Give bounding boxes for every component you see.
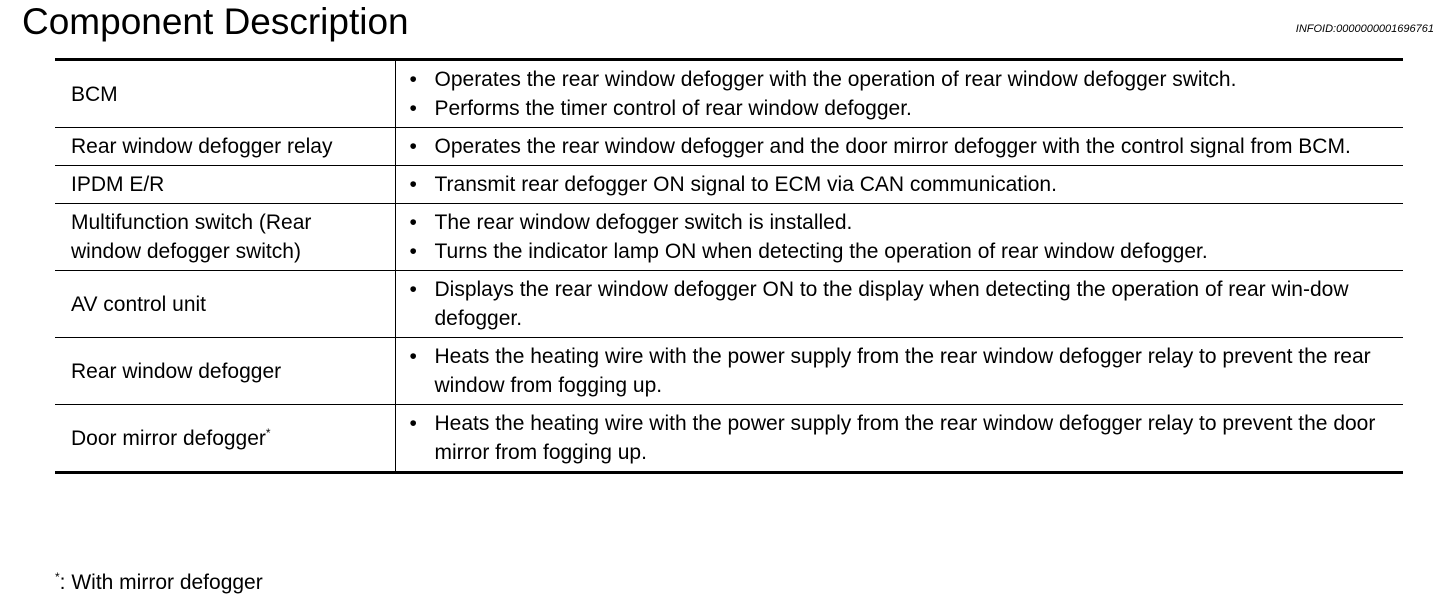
table-row <box>55 60 1403 128</box>
description-list <box>408 132 1394 161</box>
info-id: INFOID:0000000001696761 <box>1295 23 1434 35</box>
description-list <box>408 208 1394 266</box>
component-name: AV control unit <box>55 271 395 338</box>
component-description <box>395 271 1403 338</box>
description-list <box>408 342 1394 400</box>
description-item: • Turns the indicator lamp ON when detecting the operation of rear window defogger. <box>408 237 1394 266</box>
page-title: Component Description <box>22 1 409 42</box>
description-list <box>408 170 1394 199</box>
component-table <box>55 58 1403 474</box>
component-description <box>395 405 1403 473</box>
component-description <box>395 60 1403 128</box>
component-name: Rear window defogger <box>55 338 395 405</box>
description-item: • Operates the rear window defogger and the door mirror defogger with the control signal from BCM. <box>408 132 1394 161</box>
footnote-mark: * <box>55 570 60 584</box>
component-name: Rear window defogger relay <box>55 128 395 166</box>
component-name-text: Multifunction switch (Rear window defogger switch) <box>71 211 312 263</box>
table-row <box>55 128 1403 166</box>
table-row <box>55 204 1403 271</box>
component-description <box>395 204 1403 271</box>
table-row <box>55 405 1403 473</box>
footnote <box>55 568 263 598</box>
description-item: • Heats the heating wire with the power supply from the rear window defogger relay to prevent the door mirror from fogging up. <box>408 409 1394 467</box>
component-name-text: Door mirror defogger <box>71 426 266 450</box>
description-item: • Transmit rear defogger ON signal to ECM via CAN communication. <box>408 170 1394 199</box>
description-list <box>408 65 1394 123</box>
description-item: • Displays the rear window defogger ON to the display when detecting the operation of rear win-dow defogger. <box>408 275 1394 333</box>
component-name: BCM <box>55 60 395 128</box>
component-description <box>395 338 1403 405</box>
description-list <box>408 275 1394 333</box>
component-name <box>55 405 395 473</box>
description-item: • Operates the rear window defogger with the operation of rear window defogger switch. <box>408 65 1394 94</box>
description-item: • Performs the timer control of rear window defogger. <box>408 94 1394 123</box>
table-row <box>55 166 1403 204</box>
description-list <box>408 409 1394 467</box>
table-row <box>55 338 1403 405</box>
description-item: • Heats the heating wire with the power supply from the rear window defogger relay to prevent the rear window from fogging up. <box>408 342 1394 400</box>
footnote-marker: * <box>265 425 271 440</box>
component-description <box>395 166 1403 204</box>
component-name: IPDM E/R <box>55 166 395 204</box>
table-row <box>55 271 1403 338</box>
description-item: • The rear window defogger switch is installed. <box>408 208 1394 237</box>
footnote-text: : With mirror defogger <box>59 571 263 594</box>
component-name <box>55 204 395 271</box>
component-description <box>395 128 1403 166</box>
